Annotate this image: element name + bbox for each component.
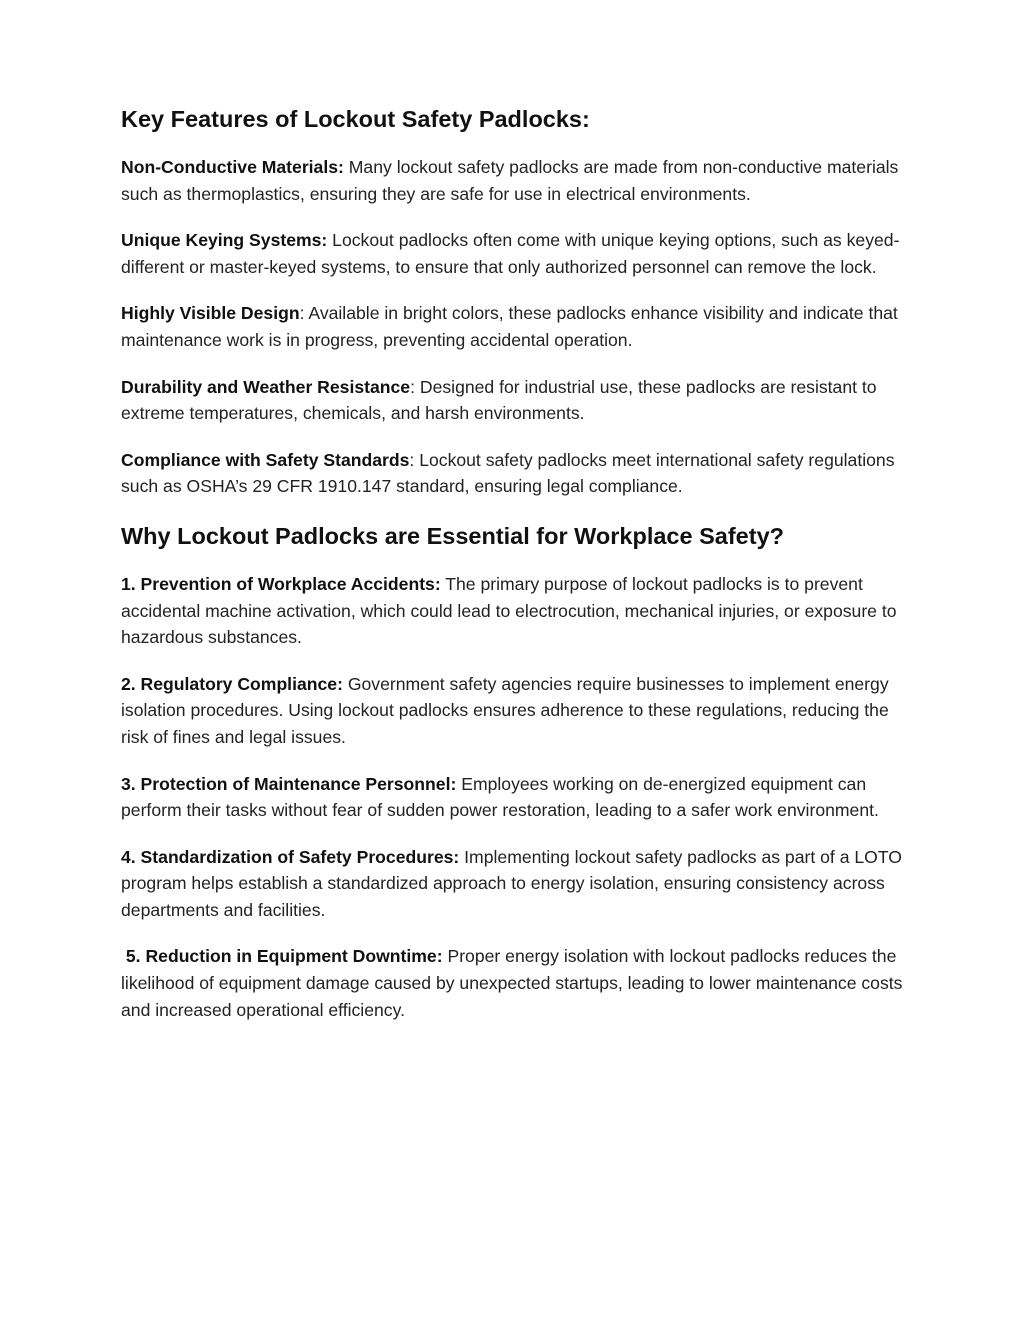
- feature-term: Durability and Weather Resistance: [121, 376, 411, 397]
- section-heading-why-essential: Why Lockout Padlocks are Essential for Workplace Safety?: [121, 522, 784, 549]
- reason-term: 3. Protection of Maintenance Personnel:: [121, 773, 457, 794]
- feature-term: Non-Conductive Materials:: [121, 157, 344, 177]
- reason-text: Government safety agencies require businesses to implement energy isolation procedures. Using lockout padlocks ensures adherence to these regulations, reducing the risk of fines and legal issues.: [121, 673, 889, 747]
- reason-text: Proper energy isolation with lockout padlocks reduces the likelihood of equipment damage caused by unexpected startups, leading to lower maintenance costs and increased operational efficiency.: [121, 946, 903, 1020]
- feature-text: : Available in bright colors, these padlocks enhance visibility and indicate that maintenance work is in progress, preventing accidental operation.: [121, 303, 898, 350]
- feature-text: Many lockout safety padlocks are made from non-conductive materials such as thermoplastics, ensuring they are safe for use in electrical environments.: [121, 157, 899, 204]
- reason-text: Implementing lockout safety padlocks as part of a LOTO program helps establish a standardized approach to energy isolation, ensuring consistency across departments and facilities.: [121, 846, 902, 920]
- reason-term: 1. Prevention of Workplace Accidents:: [121, 573, 441, 594]
- feature-text: : Lockout safety padlocks meet international safety regulations such as OSHA’s 29 CFR 1910.147 standard, ensuring legal compliance.: [121, 449, 895, 497]
- feature-term: Unique Keying Systems:: [121, 230, 328, 251]
- feature-item: [121, 154, 911, 207]
- reason-item: [121, 844, 911, 924]
- reasons-list: [121, 571, 911, 1023]
- feature-text: : Designed for industrial use, these padlocks are resistant to extreme temperatures, chemicals, and harsh environments.: [121, 376, 877, 424]
- reason-term: 4. Standardization of Safety Procedures:: [121, 846, 460, 867]
- reason-item: [121, 571, 911, 651]
- reason-item: [121, 771, 911, 824]
- reason-text: Employees working on de-energized equipment can perform their tasks without fear of sudden power restoration, leading to a safer work environment.: [121, 773, 879, 821]
- feature-item: [121, 374, 911, 427]
- reason-text: The primary purpose of lockout padlocks is to prevent accidental machine activation, which could lead to electrocution, mechanical injuries, or exposure to hazardous substances.: [121, 573, 897, 648]
- feature-text: Lockout padlocks often come with unique keying options, such as keyed-different or master-keyed systems, to ensure that only authorized personnel can remove the lock.: [121, 230, 900, 277]
- feature-item: [121, 300, 911, 353]
- reason-term: 2. Regulatory Compliance:: [121, 673, 343, 694]
- feature-item: [121, 227, 911, 280]
- reason-item: [121, 671, 911, 751]
- document-page: [121, 104, 911, 1043]
- feature-term: Highly Visible Design: [121, 303, 300, 324]
- key-features-list: [121, 154, 911, 500]
- feature-term: Compliance with Safety Standards: [121, 449, 410, 470]
- reason-item: [121, 943, 911, 1023]
- reason-term: 5. Reduction in Equipment Downtime:: [121, 946, 443, 967]
- section-heading-key-features: Key Features of Lockout Safety Padlocks:: [121, 106, 590, 132]
- feature-item: [121, 447, 911, 500]
